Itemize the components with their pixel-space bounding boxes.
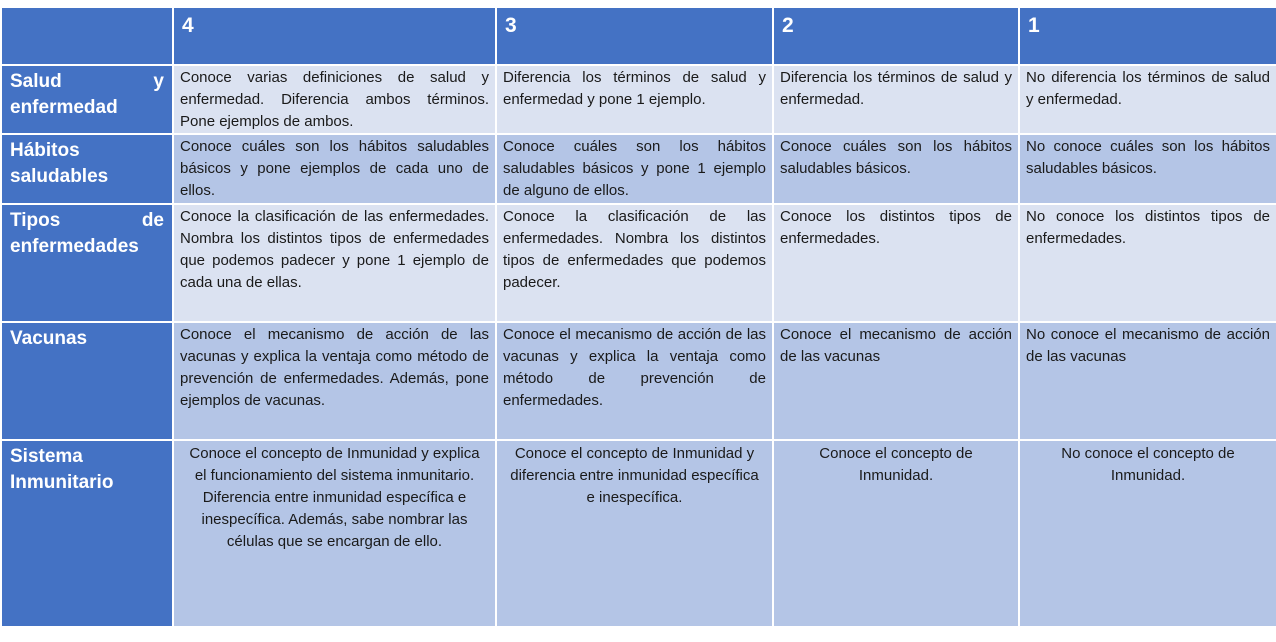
- table-row: [1, 134, 1276, 204]
- criterion-cell: Conoce los distintos tipos de enfermedades.: [773, 204, 1019, 322]
- row-label: Sistema Inmunitario: [1, 440, 173, 627]
- header-score-2: 2: [773, 7, 1019, 65]
- row-label: Vacunas: [1, 322, 173, 440]
- criterion-cell: Conoce el concepto de Inmunidad y explica el funcionamiento del sistema inmunitario. Diferencia entre inmunidad específica e inespecífica. Además, sabe nombrar las células que se encargan de ello.: [173, 440, 496, 627]
- criterion-cell: Conoce el mecanismo de acción de las vacunas y explica la ventaja como método de prevención de enfermedades. Además, pone ejemplos de vacunas.: [173, 322, 496, 440]
- criterion-cell: No conoce el mecanismo de acción de las vacunas: [1019, 322, 1276, 440]
- criterion-cell: Conoce varias definiciones de salud y enfermedad. Diferencia ambos términos. Pone ejemplos de ambos.: [173, 65, 496, 134]
- criterion-cell: Diferencia los términos de salud y enfermedad y pone 1 ejemplo.: [496, 65, 773, 134]
- header-score-1: 1: [1019, 7, 1276, 65]
- rubric-table: [0, 6, 1276, 628]
- header-corner: [1, 7, 173, 65]
- criterion-cell: No conoce el concepto de Inmunidad.: [1019, 440, 1276, 627]
- rubric-container: [0, 6, 1276, 628]
- table-row: [1, 322, 1276, 440]
- header-row: [1, 7, 1276, 65]
- criterion-cell: Conoce el concepto de Inmunidad y diferencia entre inmunidad específica e inespecífica.: [496, 440, 773, 627]
- table-row: [1, 65, 1276, 134]
- criterion-cell: No diferencia los términos de salud y enfermedad.: [1019, 65, 1276, 134]
- criterion-cell: Conoce cuáles son los hábitos saludables básicos y pone 1 ejemplo de alguno de ellos.: [496, 134, 773, 204]
- criterion-cell: Conoce cuáles son los hábitos saludables básicos.: [773, 134, 1019, 204]
- row-label: Salud y enfermedad: [1, 65, 173, 134]
- criterion-cell: Conoce la clasificación de las enfermedades. Nombra los distintos tipos de enfermedades que podemos padecer y pone 1 ejemplo de cada una de ellas.: [173, 204, 496, 322]
- criterion-cell: Conoce cuáles son los hábitos saludables básicos y pone ejemplos de cada uno de ellos.: [173, 134, 496, 204]
- criterion-cell: Conoce el mecanismo de acción de las vacunas y explica la ventaja como método de prevención de enfermedades.: [496, 322, 773, 440]
- criterion-cell: No conoce los distintos tipos de enfermedades.: [1019, 204, 1276, 322]
- header-score-4: 4: [173, 7, 496, 65]
- row-label: Tipos de enfermedades: [1, 204, 173, 322]
- criterion-cell: Conoce el mecanismo de acción de las vacunas: [773, 322, 1019, 440]
- header-score-3: 3: [496, 7, 773, 65]
- table-row: [1, 440, 1276, 627]
- criterion-cell: Conoce la clasificación de las enfermedades. Nombra los distintos tipos de enfermedades que podemos padecer.: [496, 204, 773, 322]
- row-label: Hábitos saludables: [1, 134, 173, 204]
- criterion-cell: No conoce cuáles son los hábitos saludables básicos.: [1019, 134, 1276, 204]
- criterion-cell: Conoce el concepto de Inmunidad.: [773, 440, 1019, 627]
- criterion-cell: Diferencia los términos de salud y enfermedad.: [773, 65, 1019, 134]
- table-row: [1, 204, 1276, 322]
